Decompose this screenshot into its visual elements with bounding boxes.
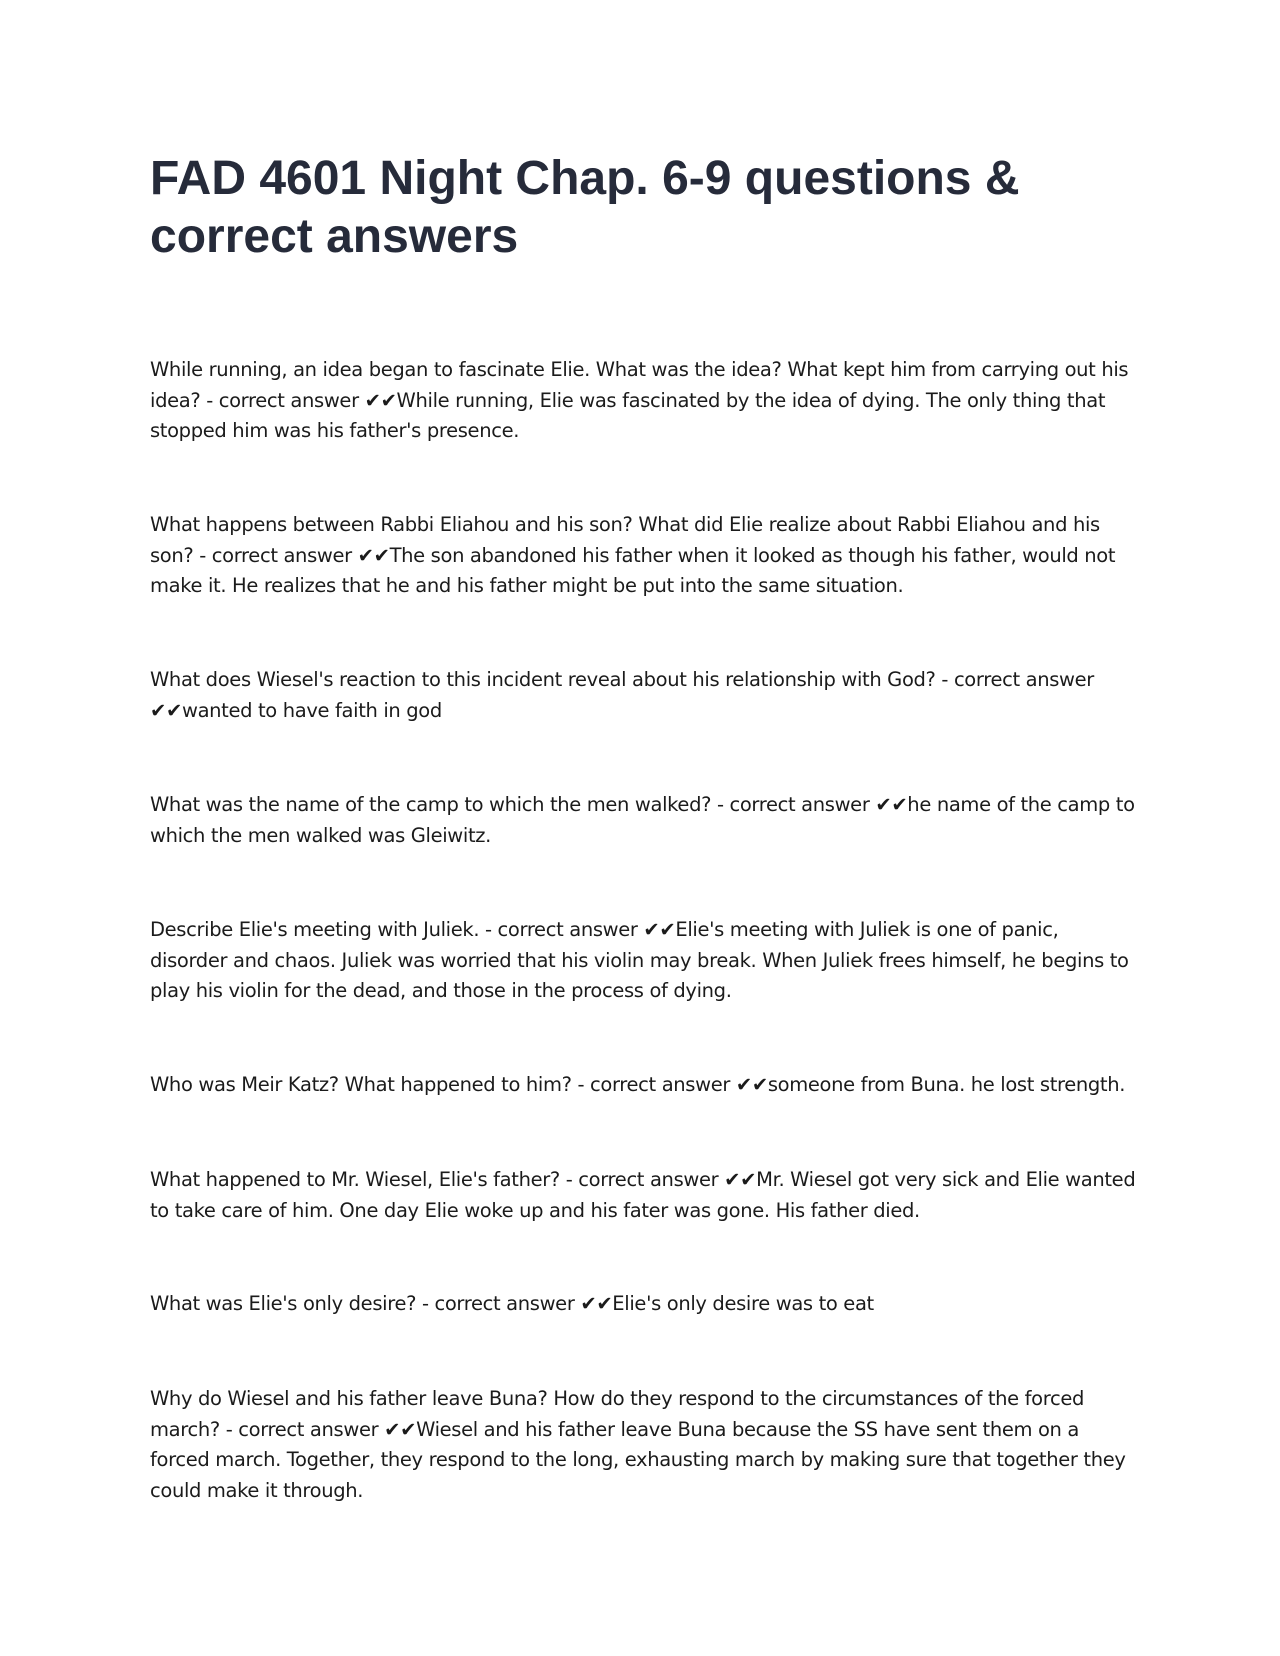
qa-item-8: What was Elie's only desire? - correct answer ✔✔Elie's only desire was to eat <box>150 1292 874 1315</box>
qa-item-5: Describe Elie's meeting with Juliek. - correct answer ✔✔Elie's meeting with Juliek is one of panic, disorder and chaos. Juliek was worried that his violin may break. When Juliek frees himself, he begins to play his violin for the dead, and those in the process of dying. <box>150 918 1129 1002</box>
document-title: FAD 4601 Night Chap. 6-9 questions & correct answers <box>150 152 1020 263</box>
qa-item-2: What happens between Rabbi Eliahou and his son? What did Elie realize about Rabbi Eliahou and his son? - correct answer ✔✔The son abandoned his father when it looked as though his father, would not make it. He realizes that he and his father might be put into the same situation. <box>150 513 1116 597</box>
qa-item-4: What was the name of the camp to which the men walked? - correct answer ✔✔he name of the camp to which the men walked was Gleiwitz. <box>150 793 1135 847</box>
qa-item-9: Why do Wiesel and his father leave Buna? How do they respond to the circumstances of the forced march? - correct answer ✔✔Wiesel and his father leave Buna because the SS have sent them on a forced march. Together, they respond to the long, exhausting march by making sure that together they could make it through. <box>150 1387 1126 1502</box>
qa-item-1: While running, an idea began to fascinate Elie. What was the idea? What kept him from carrying out his idea? - correct answer ✔✔While running, Elie was fascinated by the idea of dying. The only thing that stopped him was his father's presence. <box>150 358 1129 442</box>
qa-item-6: Who was Meir Katz? What happened to him? - correct answer ✔✔someone from Buna. he lost strength. <box>150 1073 1126 1096</box>
qa-item-7: What happened to Mr. Wiesel, Elie's father? - correct answer ✔✔Mr. Wiesel got very sick and Elie wanted to take care of him. One day Elie woke up and his fater was gone. His father died. <box>150 1168 1136 1222</box>
qa-item-3: What does Wiesel's reaction to this incident reveal about his relationship with God? - correct answer ✔✔wanted to have faith in god <box>150 668 1094 722</box>
